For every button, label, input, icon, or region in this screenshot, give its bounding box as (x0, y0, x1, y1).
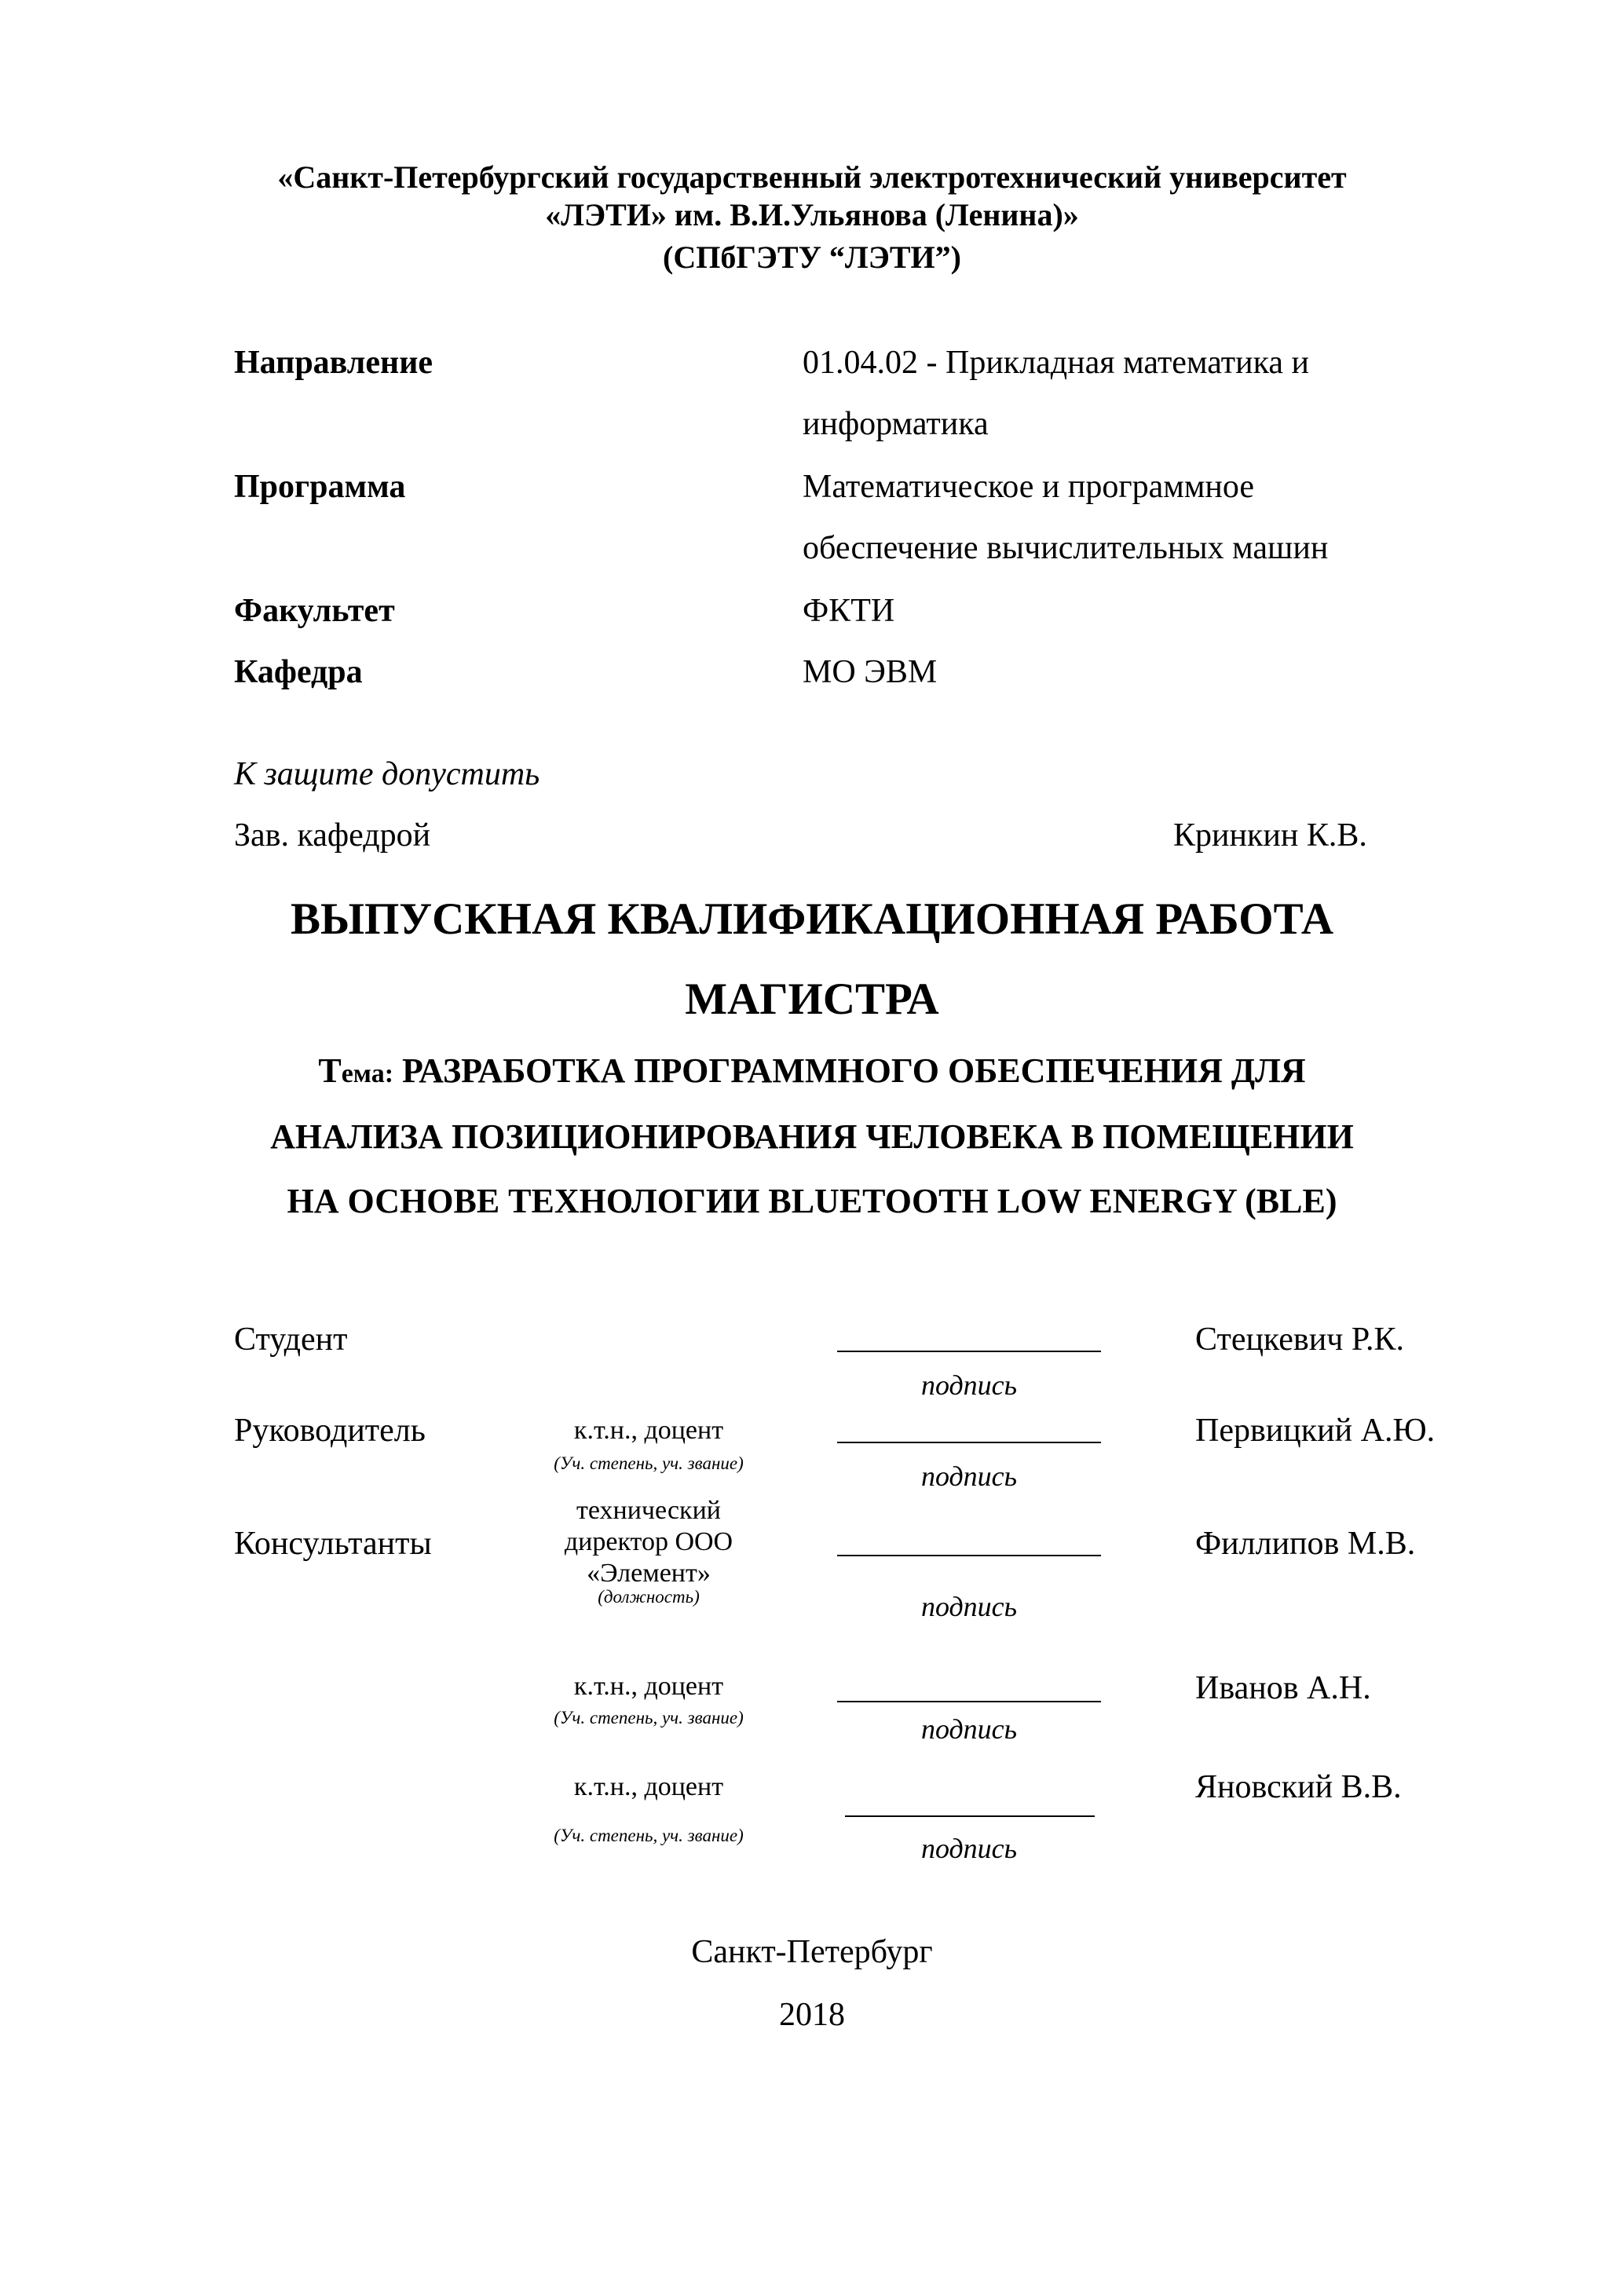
department-label: Кафедра (234, 654, 363, 690)
consultant1-position-line2: директор ООО (564, 1527, 733, 1556)
consultant2-rank-hint: (Уч. степень, уч. звание) (554, 1708, 744, 1727)
consultant2-signature-hint: подпись (920, 1713, 1018, 1745)
student-label: Студент (234, 1322, 348, 1358)
consultant1-position-line1: технический (576, 1496, 721, 1525)
topic-line1-text: РАЗРАБОТКА ПРОГРАММНОГО ОБЕСПЕЧЕНИЯ ДЛЯ (402, 1051, 1306, 1090)
head-of-department-label: Зав. кафедрой (234, 817, 431, 854)
program-value-line2: обеспечение вычислительных машин (803, 530, 1329, 566)
supervisor-label: Руководитель (234, 1413, 426, 1449)
topic-prefix-rest: ема: (341, 1059, 394, 1088)
consultant3-name: Яновский В.В. (1195, 1769, 1402, 1805)
consultant1-signature-line (837, 1555, 1101, 1556)
direction-value-line2: информатика (803, 406, 989, 442)
university-abbr: (СПбГЭТУ “ЛЭТИ”) (663, 239, 961, 275)
faculty-label: Факультет (234, 593, 395, 629)
work-title-line1: ВЫПУСКНАЯ КВАЛИФИКАЦИОННАЯ РАБОТА (290, 894, 1333, 944)
consultants-label: Консультанты (234, 1526, 432, 1562)
direction-value-line1: 01.04.02 - Прикладная математика и (803, 345, 1310, 381)
program-value-line1: Математическое и программное (803, 469, 1255, 505)
supervisor-rank: к.т.н., доцент (573, 1416, 724, 1445)
consultant3-rank-hint: (Уч. степень, уч. звание) (554, 1826, 744, 1845)
topic-line2: АНАЛИЗА ПОЗИЦИОНИРОВАНИЯ ЧЕЛОВЕКА В ПОМЕЩЕНИИ (270, 1117, 1354, 1156)
supervisor-signature-line (837, 1442, 1101, 1443)
student-signature-line (837, 1351, 1101, 1352)
supervisor-rank-hint: (Уч. степень, уч. звание) (554, 1453, 744, 1473)
topic-line1 (0, 1049, 1624, 1096)
university-name-line1: «Санкт-Петербургский государственный электротехнический университет (277, 159, 1347, 195)
consultant1-position-line3: «Элемент» (587, 1559, 711, 1588)
student-signature-hint: подпись (920, 1369, 1018, 1401)
topic-line3: НА ОСНОВЕ ТЕХНОЛОГИИ BLUETOOTH LOW ENERGY (BLE) (287, 1182, 1337, 1220)
head-of-department-name: Кринкин К.В. (1173, 817, 1367, 854)
faculty-value: ФКТИ (803, 593, 895, 629)
consultant3-signature-hint: подпись (920, 1833, 1018, 1864)
direction-label: Направление (234, 345, 433, 381)
consultant3-rank: к.т.н., доцент (573, 1772, 724, 1801)
program-label: Программа (234, 469, 406, 505)
department-value: МО ЭВМ (803, 654, 938, 690)
year: 2018 (779, 1997, 845, 2033)
supervisor-signature-hint: подпись (920, 1461, 1018, 1492)
consultant1-position-hint: (должность) (598, 1587, 700, 1607)
consultant1-name: Филлипов М.В. (1195, 1526, 1416, 1562)
work-title-line2: МАГИСТРА (685, 974, 939, 1024)
consultant2-name: Иванов А.Н. (1195, 1670, 1371, 1706)
consultant1-signature-hint: подпись (920, 1591, 1018, 1622)
topic-prefix-capital: Т (318, 1051, 342, 1090)
consultant3-signature-line (845, 1815, 1095, 1817)
student-name: Стецкевич Р.К. (1195, 1322, 1404, 1358)
consultant2-signature-line (837, 1701, 1101, 1702)
admit-to-defense: К защите допустить (234, 756, 540, 792)
university-name-line2: «ЛЭТИ» им. В.И.Ульянова (Ленина)» (545, 197, 1079, 232)
consultant2-rank: к.т.н., доцент (573, 1672, 724, 1701)
city: Санкт-Петербург (691, 1934, 933, 1970)
supervisor-name: Первицкий А.Ю. (1195, 1413, 1436, 1449)
